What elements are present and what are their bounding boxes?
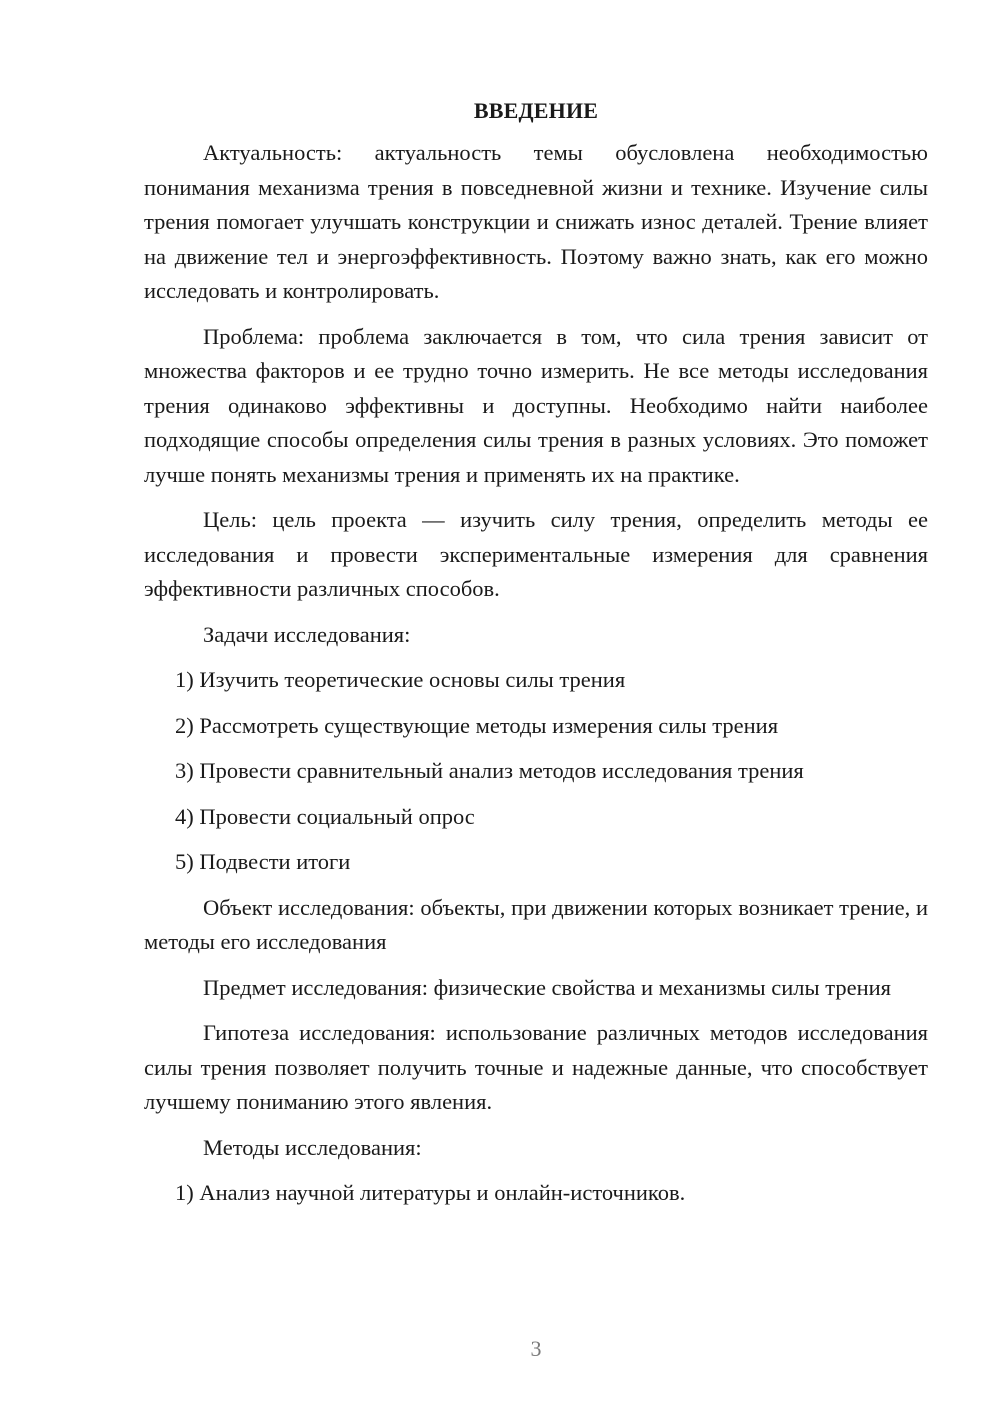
problem-paragraph: Проблема: проблема заключается в том, что сила трения зависит от множества факторов и ее трудно точно измерить. Не все методы исследования трения одинаково эффективны и доступны. Необходимо найти наиболее подходящие способы определения силы трения в разных условиях. Это поможет лучше понять механизмы трения и применять их на практике. — [144, 323, 928, 487]
task-item: 3) Провести сравнительный анализ методов исследования трения — [175, 758, 804, 783]
object-paragraph: Объект исследования: объекты, при движении которых возникает трение, и методы его исследования — [144, 894, 928, 954]
relevance-paragraph: Актуальность: актуальность темы обусловлена необходимостью понимания механизма трения в повседневной жизни и технике. Изучение силы трения помогает улучшать конструкции и снижать износ деталей. Трение влияет на движение тел и энергоэффективность. Поэтому важно знать, как его можно исследовать и контролировать. — [144, 140, 928, 303]
method-item: 1) Анализ научной литературы и онлайн-источников. — [175, 1180, 686, 1205]
tasks-heading: Задачи исследования: — [203, 621, 411, 647]
task-item: 5) Подвести итоги — [175, 849, 351, 874]
methods-heading: Методы исследования: — [203, 1134, 422, 1160]
task-item: 1) Изучить теоретические основы силы трения — [175, 667, 626, 692]
page-title: ВВЕДЕНИЕ — [473, 98, 599, 123]
tasks-list — [144, 663, 928, 880]
task-item: 4) Провести социальный опрос — [175, 803, 475, 829]
goal-paragraph: Цель: цель проекта — изучить силу трения, определить методы ее исследования и провести экспериментальные измерения для сравнения эффективности различных способов. — [144, 507, 928, 601]
hypothesis-paragraph: Гипотеза исследования: использование различных методов исследования силы трения позволяет получить точные и надежные данные, что способствует лучшему пониманию этого явления. — [144, 1020, 928, 1114]
page-content — [144, 94, 928, 1222]
page-number: 3 — [530, 1336, 542, 1361]
subject-paragraph: Предмет исследования: физические свойства и механизмы силы трения — [203, 974, 891, 1000]
methods-list — [144, 1176, 928, 1211]
task-item: 2) Рассмотреть существующие методы измерения силы трения — [175, 712, 779, 738]
